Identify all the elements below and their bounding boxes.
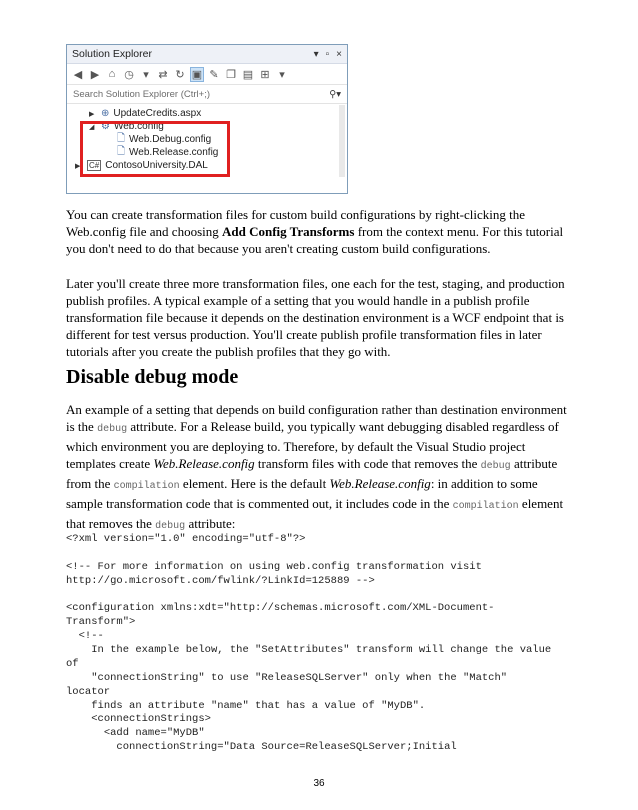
maximize-icon[interactable]: ▫ [325,48,330,60]
solution-explorer-title-bar [67,45,347,64]
code-block-connection-strings: <connectionStrings> <add name="MyDB" connectionString="Data Source=ReleaseSQLServer;Initial [91,713,457,753]
tree-item[interactable]: ◢ ⚙ Web.config [89,121,164,132]
search-icon[interactable]: ⚲▾ [329,88,341,100]
home-icon[interactable]: ⌂ [108,68,116,80]
tree-item[interactable]: ▶ C# ContosoUniversity.DAL [75,160,208,171]
config-file-icon: 🗋 [117,133,126,144]
paragraph-2: Later you'll create three more transformation files, one each for the test, staging, and production publish profiles. A typical example of a setting that you would handle in a publish profile transformation file because it depends on the destination environment is a WCF endpoint that is different for test versus production. You'll create publish profile transformation files in later tutorials after you create the publish profiles that they go with. [66,276,565,359]
solution-explorer-search[interactable] [67,85,347,104]
section-heading: Disable debug mode [66,366,239,388]
code-line-xml-declaration: <?xml version="1.0" encoding="utf-8"?> [66,533,306,545]
page-number: 36 [313,778,325,789]
code-block-comment: <!-- For more information on using web.config transformation visit http://go.microsoft.com/fwlink/?LinkId=125889 --> [66,561,482,587]
show-all-files-icon[interactable]: ▣ [191,68,203,81]
collapse-all-icon[interactable]: ❐ [226,68,236,81]
paragraph-1: You can create transformation files for custom build configurations by right-clicking the Web.config file and choosing Add Config Transforms from the context menu. For this tutorial you don't need to do that because you aren't creating custom build configurations. [66,207,564,256]
preview-icon[interactable]: ▤ [242,68,254,81]
dropdown-icon[interactable]: ▾ [313,48,319,60]
expand-icon[interactable]: ▶ [89,110,95,118]
expand-icon[interactable]: ▶ [75,162,81,170]
properties-icon[interactable]: ✎ [209,68,219,81]
toolbar-dropdown-icon[interactable]: ▾ [279,68,285,81]
search-input[interactable]: Search Solution Explorer (Ctrl+;) [73,88,211,100]
back-icon[interactable]: ◀ [73,68,83,81]
solution-explorer-title: Solution Explorer [72,48,152,60]
highlight-box [80,121,230,177]
pending-changes-icon[interactable]: ▾ [143,68,149,81]
paragraph-3: An example of a setting that depends on build configuration rather than destination environment is the debug attribute. For a Release build, you typically want debugging disabled regardless of which environment you are deploying to. Therefore, by default the Visual Studio project templates create Web.Release.config transform files with code that removes the debug attribute from the compilation element. Here is the default Web.Release.config: in addition to some sample transformation code that is commented out, it includes code in the compilation element that removes the debug attribute: [66,402,567,532]
config-file-icon: 🗋 [117,146,126,157]
solution-explorer-toolbar [67,64,347,85]
sync-icon[interactable]: ⇄ [158,68,168,81]
web-page-icon: ⊕ [101,108,110,119]
code-block-configuration: <configuration xmlns:xdt="http://schemas.microsoft.com/XML-Document- Transform"> <!-- In the example below, the "SetAttributes" transform will change the value of "connectionString" to use "ReleaseSQLServer" only when the "Match" locator finds an attribute "name" that has a value of "MyDB". [66,602,552,712]
tree-item[interactable]: 🗋 Web.Release.config [117,146,218,159]
csharp-project-icon: C# [89,161,100,170]
history-icon[interactable]: ◷ [124,68,134,81]
tree-item[interactable]: 🗋 Web.Debug.config [117,133,211,146]
config-file-icon: ⚙ [101,121,110,132]
close-icon[interactable]: × [336,48,342,60]
forward-icon[interactable]: ▶ [90,68,100,81]
tree-item[interactable]: ▶ ⊕ UpdateCredits.aspx [89,108,202,119]
refresh-icon[interactable]: ↻ [175,68,185,81]
collapse-icon[interactable]: ◢ [89,123,95,131]
scrollbar[interactable] [339,105,345,177]
class-view-icon[interactable]: ⊞ [260,68,270,81]
